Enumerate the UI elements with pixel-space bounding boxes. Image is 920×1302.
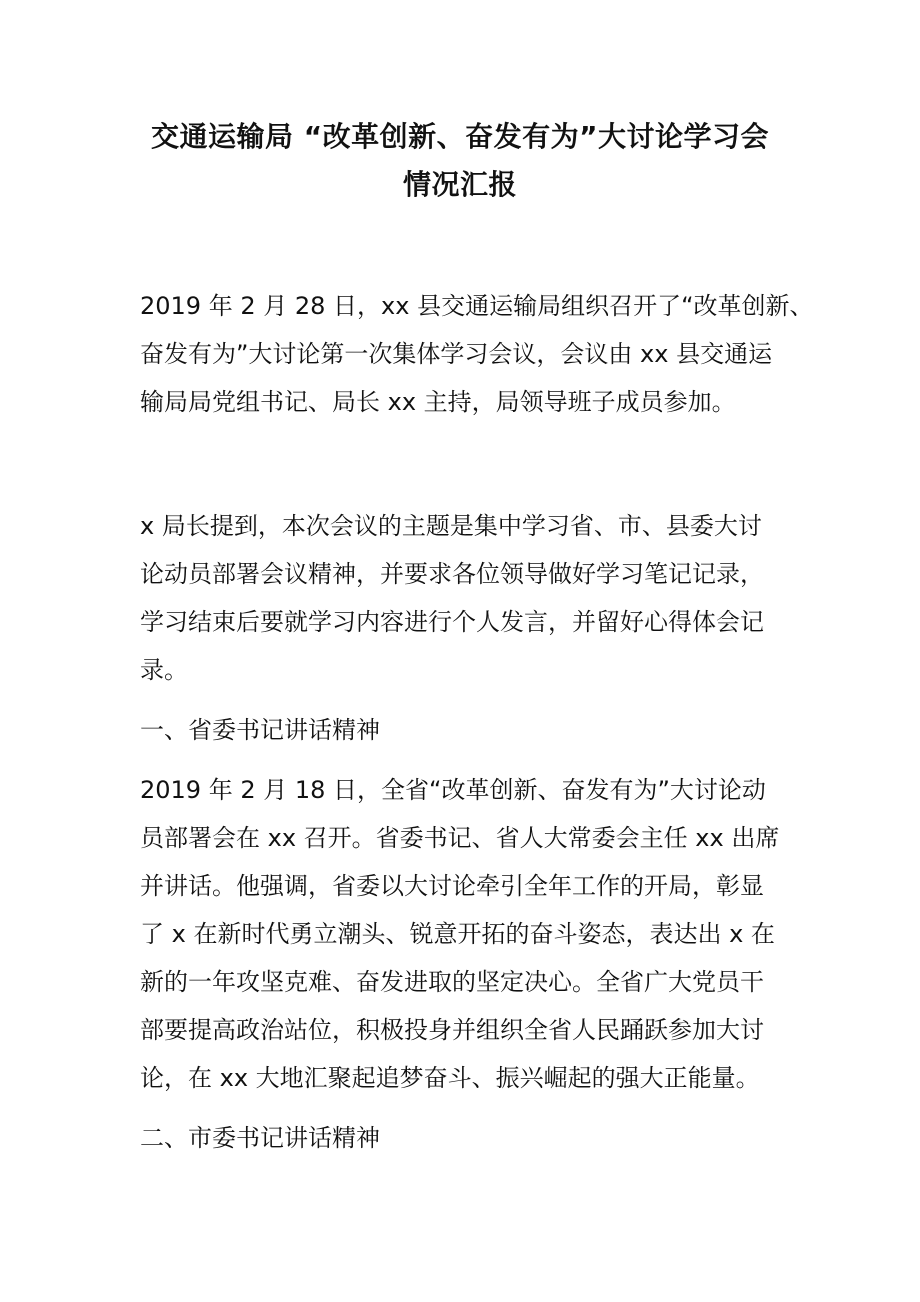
text-line: 2019 年 2 月 18 日，全省“改革创新、奋发有为”大讨论动	[140, 776, 766, 804]
paragraph-meeting-summary	[140, 282, 814, 426]
text-line: 输局局党组书记、局长 xx 主持，局领导班子成员参加。	[140, 388, 736, 416]
text-line: 并讲话。他强调，省委以大讨论牵引全年工作的开局，彰显	[140, 872, 764, 900]
text-line: 了 x 在新时代勇立潮头、锐意开拓的奋斗姿态，表达出 x 在	[140, 920, 775, 948]
text-line: 录。	[140, 656, 188, 684]
paragraph-director-remarks	[140, 502, 790, 694]
heading-text: 一、省委书记讲话精神	[140, 716, 380, 744]
section-heading-1	[140, 706, 790, 754]
text-line: 学习结束后要就学习内容进行个人发言，并留好心得体会记	[140, 608, 764, 636]
text-line: 员部署会在 xx 召开。省委书记、省人大常委会主任 xx 出席	[140, 824, 780, 852]
text-line: 部要提高政治站位，积极投身并组织全省人民踊跃参加大讨	[140, 1016, 764, 1044]
document-title-line-2: 情况汇报	[402, 168, 517, 201]
section-heading-2	[140, 1114, 790, 1162]
text-line: 新的一年攻坚克难、奋发进取的坚定决心。全省广大党员干	[140, 968, 764, 996]
text-line: 论，在 xx 大地汇聚起追梦奋斗、振兴崛起的强大正能量。	[140, 1064, 760, 1092]
paragraph-provincial-speech	[140, 766, 790, 1102]
text-line: 奋发有为”大讨论第一次集体学习会议，会议由 xx 县交通运	[140, 340, 773, 368]
text-line: 论动员部署会议精神，并要求各位领导做好学习笔记记录，	[140, 560, 764, 588]
heading-text: 二、市委书记讲话精神	[140, 1124, 380, 1152]
document-title-line-1: 交通运输局 “改革创新、奋发有为”大讨论学习会	[150, 120, 770, 153]
text-line: 2019 年 2 月 28 日，xx 县交通运输局组织召开了“改革创新、	[140, 292, 814, 320]
text-line: x 局长提到，本次会议的主题是集中学习省、市、县委大讨	[140, 512, 762, 540]
